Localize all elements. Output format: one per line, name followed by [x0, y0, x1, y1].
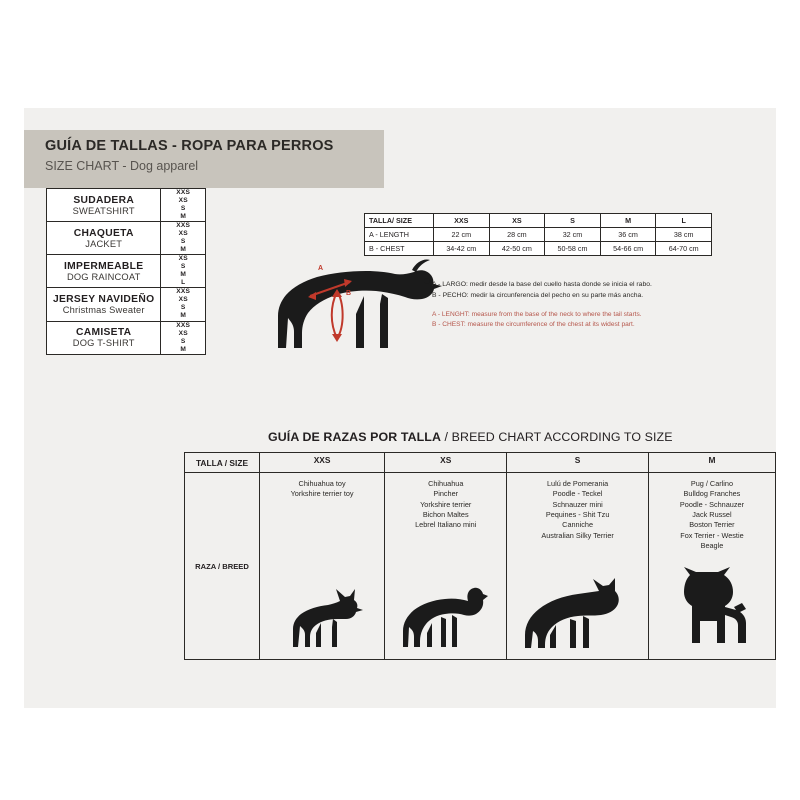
breed-name: Poodle - Teckel: [552, 489, 603, 499]
breed-list-s: [511, 479, 644, 541]
breed-name: Canniche: [562, 520, 594, 530]
garment-name-cell: [47, 255, 161, 288]
chihuahua-silhouette-icon: [277, 583, 367, 653]
breed-name: Pincher: [433, 489, 459, 499]
breed-chart-title-en: BREED CHART ACCORDING TO SIZE: [451, 430, 673, 444]
legend-en-a: A - LENGHT: measure from the base of the neck to where the tail starts.: [432, 311, 642, 319]
measure-cell: 50-58 cm: [545, 242, 601, 256]
garment-name-en: Christmas Sweater: [62, 304, 145, 315]
table-row: [47, 255, 206, 288]
measure-cell: 34-42 cm: [434, 242, 490, 256]
garment-name-en: SWEATSHIRT: [72, 205, 135, 216]
measure-header-m: M: [600, 214, 656, 228]
measure-cell: 54-66 cm: [600, 242, 656, 256]
breed-list-xxs: [264, 479, 380, 500]
garment-name-cell: [47, 288, 161, 321]
breed-illustration-xxs: [260, 583, 384, 653]
measure-cell: 22 cm: [434, 228, 490, 242]
breed-name: Yorkshire terrier: [420, 499, 472, 509]
measure-cell: 36 cm: [600, 228, 656, 242]
garment-name-en: JACKET: [85, 238, 123, 249]
breed-name: Bichon Maltes: [422, 510, 469, 520]
legend-en-b: B - CHEST: measure the circumference of the chest at its widest part.: [432, 321, 635, 329]
pomeranian-silhouette-icon: [523, 575, 633, 653]
breed-chart-table: [184, 452, 776, 660]
breed-header-s: S: [507, 453, 649, 473]
breed-chart-title: [268, 430, 673, 444]
legend-es-a: A - LARGO: medir desde la base del cuello hasta donde se inicia el rabo.: [432, 281, 652, 288]
table-row: [365, 242, 712, 256]
breed-chart-title-es: GUÍA DE RAZAS POR TALLA: [268, 430, 442, 444]
garment-name-cell: [47, 222, 161, 255]
breed-name: Lulú de Pomerania: [546, 479, 609, 488]
table-row: [185, 473, 776, 660]
breed-name: Jack Russel: [692, 510, 732, 520]
size-chart-page: [24, 108, 776, 708]
breed-cell-s: [507, 473, 649, 660]
measure-cell: 28 cm: [489, 228, 545, 242]
breed-name: Chihuahua: [428, 479, 464, 488]
garment-size-table: [46, 188, 206, 355]
garment-name-es: SUDADERA: [73, 194, 135, 206]
breed-name: Lebrel Italiano mini: [415, 520, 477, 530]
table-header-row: [185, 453, 776, 473]
breed-list-xs: [389, 479, 502, 531]
garment-sizes-cell: XS S M L: [161, 255, 206, 288]
breed-name: Yorkshire terrier toy: [290, 489, 354, 499]
breed-illustration-m: [649, 565, 775, 653]
garment-name-cell: [47, 321, 161, 354]
measure-row-label: B - CHEST: [365, 242, 434, 256]
legend-es-b: B - PECHO: medir la circunferencia del pecho en su parte más ancha.: [432, 291, 644, 299]
breed-cell-m: [648, 473, 775, 660]
breed-cell-xs: [385, 473, 507, 660]
breed-name: Bulldog Franches: [683, 489, 741, 499]
garment-name-es: CAMISETA: [75, 327, 132, 339]
bulldog-silhouette-icon: [662, 565, 762, 653]
breed-name: Poodle - Schnauzer: [679, 499, 744, 509]
garment-name-es: JERSEY NAVIDEÑO: [52, 293, 155, 305]
table-row: [47, 189, 206, 222]
table-row: [47, 288, 206, 321]
page-subtitle: SIZE CHART - Dog apparel: [45, 159, 199, 173]
measure-header-xxs: XXS: [434, 214, 490, 228]
table-header-row: [365, 214, 712, 228]
breed-header-m: M: [648, 453, 775, 473]
table-row: [47, 222, 206, 255]
yorkshire-terrier-silhouette-icon: [396, 583, 496, 653]
breed-cell-xxs: [260, 473, 385, 660]
measure-row-label: A - LENGTH: [365, 228, 434, 242]
breed-header-xxs: XXS: [260, 453, 385, 473]
breed-name: Boston Terrier: [689, 520, 735, 530]
dog-diagram: [264, 256, 454, 361]
breed-list-m: [653, 479, 771, 552]
garment-name-en: DOG RAINCOAT: [66, 271, 141, 282]
measure-cell: 64-70 cm: [656, 242, 712, 256]
garment-sizes-cell: XXS XS S M: [161, 321, 206, 354]
breed-name: Pequines - Shit Tzu: [545, 510, 610, 520]
measure-cell: 32 cm: [545, 228, 601, 242]
garment-sizes-cell: XXS XS S M: [161, 189, 206, 222]
measure-cell: 42-50 cm: [489, 242, 545, 256]
breed-chart-title-sep: /: [441, 430, 452, 444]
breed-name: Fox Terrier - Westie: [680, 530, 744, 540]
breed-header-xs: XS: [385, 453, 507, 473]
breed-illustration-s: [507, 575, 648, 653]
breed-illustration-xs: [385, 583, 506, 653]
measurement-table: [364, 213, 712, 256]
garment-sizes-cell: XXS XS S M: [161, 288, 206, 321]
breed-header-label: TALLA / SIZE: [185, 453, 260, 473]
diagram-label-a: A: [318, 265, 324, 272]
breed-row-label: RAZA / BREED: [185, 473, 260, 660]
garment-name-en: DOG T-SHIRT: [72, 338, 135, 349]
page-title: GUÍA DE TALLAS - ROPA PARA PERROS: [45, 138, 334, 154]
garment-name-cell: [47, 189, 161, 222]
breed-name: Pug / Carlino: [690, 479, 734, 488]
measure-header-label: TALLA/ SIZE: [365, 214, 434, 228]
measure-header-l: L: [656, 214, 712, 228]
diagram-label-b: B: [346, 290, 352, 297]
breed-name: Beagle: [700, 541, 724, 551]
measure-header-xs: XS: [489, 214, 545, 228]
measure-header-s: S: [545, 214, 601, 228]
table-row: [47, 321, 206, 354]
garment-name-es: IMPERMEABLE: [64, 260, 144, 272]
measure-cell: 38 cm: [656, 228, 712, 242]
garment-sizes-cell: XXS XS S M: [161, 222, 206, 255]
breed-name: Chihuahua toy: [298, 479, 346, 488]
breed-name: Schnauzer mini: [552, 499, 603, 509]
table-row: [365, 228, 712, 242]
dog-silhouette-icon: [264, 256, 454, 361]
breed-name: Australian Silky Terrier: [541, 530, 614, 540]
garment-name-es: CHAQUETA: [73, 227, 134, 239]
measurement-legend: [432, 280, 732, 331]
